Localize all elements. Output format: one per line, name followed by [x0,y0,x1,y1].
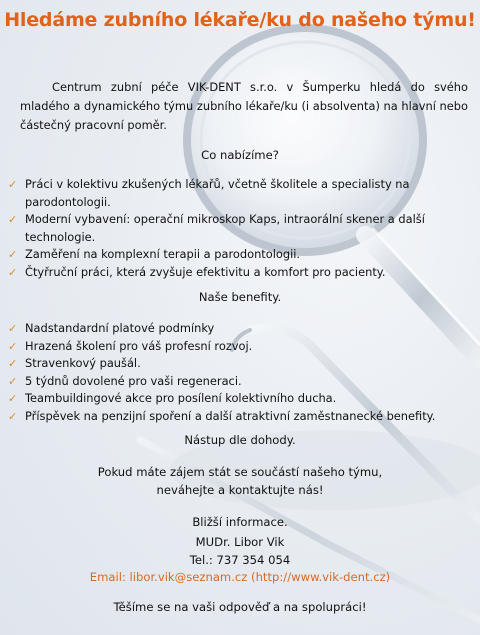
check-icon: ✓ [8,265,18,279]
check-icon: ✓ [8,392,18,405]
more-info-heading: Bližší informace. [192,515,288,529]
intro-paragraph: Centrum zubní péče VIK-DENT s.r.o. v Šumperku hledá do svého mladého a dynamického týmu zubního lékaře/ku (i absolventa) na hlavní nebo částečný pracovní poměr. [20,80,468,132]
check-icon: ✓ [8,178,18,191]
offer-heading: Co nabízíme? [201,148,279,162]
check-icon: ✓ [8,248,18,261]
contact-email-web[interactable]: Email: libor.vik@seznam.cz (http://www.vik-dent.cz) [89,570,391,584]
interest-line-1: Pokud máte zájem stát se součástí našeho týmu, [97,465,383,479]
list-item: ✓ Nadstandardní platové podmínky [8,320,468,338]
list-item: ✓ Zaměření na komplexní terapii a parodontologii. [8,246,468,264]
contact-name: MUDr. Libor Vik [195,535,285,549]
list-item: ✓ Čtyřruční práci, která zvyšuje efektivitu a komfort pro pacienty. [8,264,468,282]
check-icon: ✓ [8,374,18,388]
check-icon: ✓ [8,357,18,370]
check-icon: ✓ [8,322,18,335]
list-item: ✓ Příspěvek na penzijní spoření a další atraktivní zaměstnanecké benefity. [8,408,468,426]
contact-phone[interactable]: Tel.: 737 354 054 [189,553,291,567]
list-item: ✓ Práci v kolektivu zkušených lékařů, včetně školitele a specialisty na parodontologii. [8,177,410,209]
start-date-text: Nástup dle dohody. [184,433,296,447]
list-item: ✓ 5 týdnů dovolené pro vaši regeneraci. [8,373,468,391]
page-title: Hledáme zubního lékaře/ku do našeho týmu! [4,9,476,31]
list-item: ✓ Teambuildingové akce pro posílení kolektivního ducha. [8,390,468,408]
check-icon: ✓ [8,339,18,353]
benefits-heading: Naše benefity. [198,290,282,304]
closing-text: Těšíme se na vaši odpověď a na spolupráci! [113,600,367,614]
list-item: ✓ Stravenkový paušál. [8,355,468,373]
interest-line-2: neváhejte a kontaktujte nás! [156,483,324,497]
list-item: ✓ Moderní vybavení: operační mikroskop Kaps, intraorální skener a další technologie. [8,212,425,244]
check-icon: ✓ [8,213,18,226]
check-icon: ✓ [8,409,18,423]
list-item: ✓ Hrazená školení pro váš profesní rozvoj. [8,338,468,356]
benefits-list [8,320,468,425]
offer-list [8,176,468,281]
